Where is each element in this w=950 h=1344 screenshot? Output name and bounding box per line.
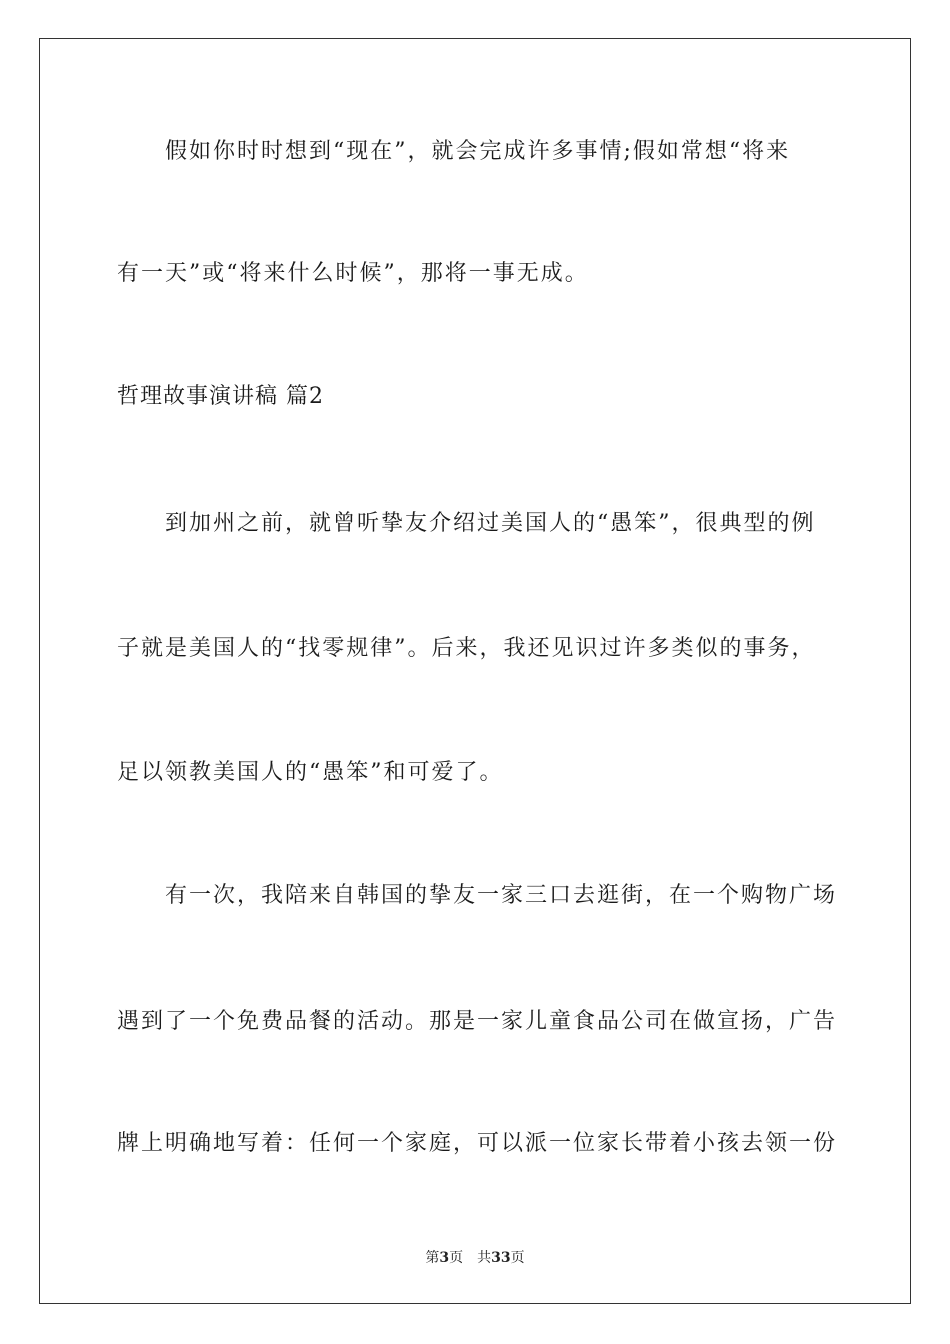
page-border <box>39 38 911 1304</box>
paragraph-3-line-1: 有一次，我陪来自韩国的挚友一家三口去逛街，在一个购物广场 <box>165 883 838 908</box>
footer-middle: 页 共 <box>449 1250 492 1266</box>
page-footer <box>0 1248 950 1268</box>
current-page-number: 3 <box>439 1250 450 1266</box>
paragraph-2-line-2: 子就是美国人的“找零规律”。后来，我还见识过许多类似的事务， <box>117 636 816 661</box>
paragraph-2-line-1: 到加州之前，就曾听挚友介绍过美国人的“愚笨”，很典型的例 <box>165 511 816 536</box>
paragraph-3-line-3: 牌上明确地写着：任何一个家庭，可以派一位家长带着小孩去领一份 <box>117 1131 838 1156</box>
paragraph-1-line-1: 假如你时时想到“现在”，就会完成许多事情;假如常想“将来 <box>165 139 791 164</box>
paragraph-3-line-2: 遇到了一个免费品餐的活动。那是一家儿童食品公司在做宣扬，广告 <box>117 1009 838 1034</box>
total-page-number: 33 <box>491 1250 511 1266</box>
footer-suffix: 页 <box>510 1250 525 1266</box>
section-heading: 哲理故事演讲稿 篇2 <box>117 384 324 409</box>
paragraph-2-line-3: 足以领教美国人的“愚笨”和可爱了。 <box>117 760 504 785</box>
paragraph-1-line-2: 有一天”或“将来什么时候”，那将一事无成。 <box>117 261 589 286</box>
footer-prefix: 第 <box>425 1250 440 1266</box>
